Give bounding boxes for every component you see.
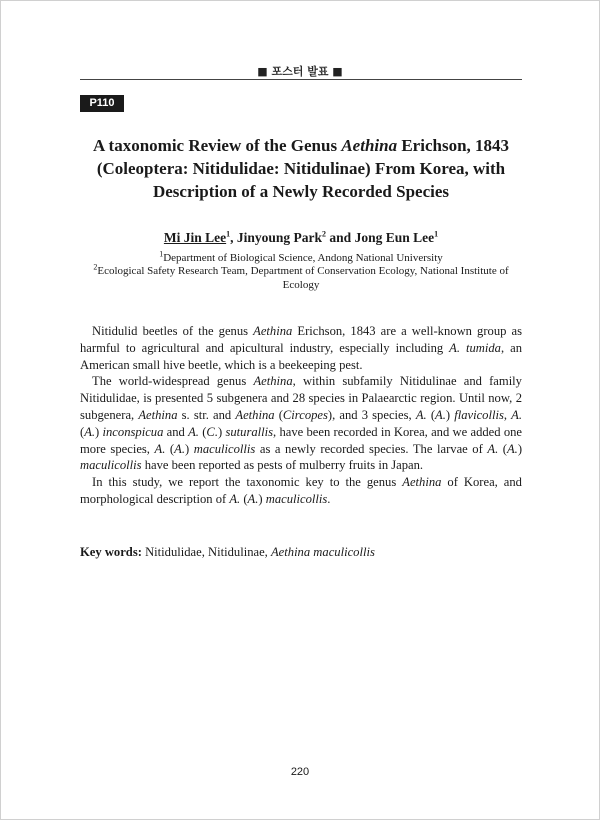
title-line-3: Description of a Newly Recorded Species	[152, 182, 450, 201]
abstract-body	[80, 323, 522, 508]
affiliation-2	[80, 264, 522, 292]
abstract-paragraph-1: Nitidulid beetles of the genus Aethina Erichson, 1843 are a well-known group as harmful to agricultural and apicultural industry, especially including A. tumida, an American small hive beetle, which is a beekeeping pest.	[80, 324, 523, 372]
title-genus: Aethina	[341, 136, 398, 155]
title-text: A taxonomic Review of the Genus	[92, 136, 342, 155]
author-3: Jong Eun Lee	[354, 230, 435, 245]
section-header: ■ 포스터 발표 ■	[257, 65, 343, 78]
keywords-text: Nitidulidae, Nitidulinae,	[141, 545, 271, 559]
keywords-label: Key words:	[80, 545, 142, 559]
page-number: 220	[290, 766, 310, 778]
affiliation-text: Department of Biological Science, Andong National University	[163, 252, 443, 264]
keywords-species: Aethina maculicollis	[270, 545, 375, 559]
keywords	[80, 544, 522, 561]
author-separator: ,	[230, 230, 237, 245]
affiliation-number: 1	[159, 249, 164, 259]
author-separator: and	[326, 230, 355, 245]
author-2-affiliation: 2	[322, 229, 327, 239]
poster-id-badge: P110	[80, 95, 124, 112]
abstract-paragraph-2: The world-widespread genus Aethina, within subfamily Nitidulinae and family Nitidulidae, is presented 5 subgenera and 28 species in Palaearctic region. Until now, 2 subgenera, Aethina s. str. and Aethina (Circopes), and 3 species, A. (A.) flavicollis, A. (A.) inconspicua and A. (C.) suturallis, have been recorded in Korea, and we added one more species, A. (A.) maculicollis as a newly recorded species. The larvae of A. (A.) maculicollis have been reported as pests of mulberry fruits in Japan.	[80, 374, 523, 473]
affiliation-number: 2	[93, 262, 98, 272]
affiliation-1	[80, 251, 522, 265]
author-3-affiliation: 1	[434, 229, 439, 239]
title-text: Erichson, 1843	[397, 136, 510, 155]
header-rule	[80, 79, 522, 80]
paper-title	[80, 134, 522, 203]
abstract-paragraph-3: In this study, we report the taxonomic key to the genus Aethina of Korea, and morphological description of A. (A.) maculicollis.	[80, 475, 522, 506]
title-line-2: (Coleoptera: Nitidulidae: Nitidulinae) From Korea, with	[96, 159, 506, 178]
affiliation-text: Ecological Safety Research Team, Department of Conservation Ecology, National Institute of Ecology	[97, 265, 509, 291]
author-2: Jinyoung Park	[236, 230, 323, 245]
author-1: Mi Jin Lee	[163, 230, 227, 245]
author-1-affiliation: 1	[226, 229, 231, 239]
author-list	[80, 229, 522, 247]
title-line-1	[80, 134, 522, 157]
